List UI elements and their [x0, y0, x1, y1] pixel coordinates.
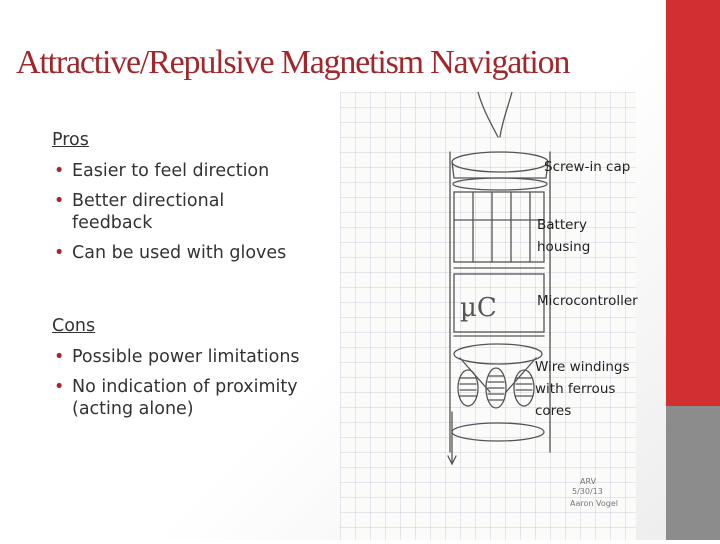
pros-item: • Better directional feedback	[52, 190, 262, 234]
label-wire-windings-line: cores	[535, 403, 572, 419]
pros-heading: Pros	[52, 130, 89, 150]
pros-item: • Can be used with gloves	[52, 242, 342, 264]
cons-item: • No indication of proximity (acting alone)	[52, 376, 312, 420]
label-wire-windings-line: with ferrous	[535, 381, 616, 397]
pros-section	[52, 130, 342, 272]
pros-list	[52, 160, 342, 264]
label-screw-in-cap: Screw-in cap	[544, 159, 631, 175]
cons-heading: Cons	[52, 316, 96, 336]
slide-title: Attractive/Repulsive Magnetism Navigation	[16, 44, 570, 81]
label-battery-housing: Battery housing	[537, 217, 591, 255]
device-sketch	[340, 92, 636, 540]
signature-name: Aaron Vogel	[570, 499, 618, 508]
uc-sketch-text: µC	[460, 293, 497, 323]
label-microcontroller: Microcontroller	[537, 293, 638, 309]
label-wire-windings-line: Wire windings	[535, 359, 630, 375]
label-wire-windings	[535, 356, 629, 422]
pros-item: • Easier to feel direction	[52, 160, 342, 182]
signature-date: 5/30/13	[572, 487, 603, 496]
cons-item: • Possible power limitations	[52, 346, 342, 368]
gray-corner-bar	[666, 406, 720, 540]
cons-section	[52, 316, 342, 428]
signature-initials: ARV	[580, 477, 597, 486]
cons-list	[52, 346, 342, 420]
